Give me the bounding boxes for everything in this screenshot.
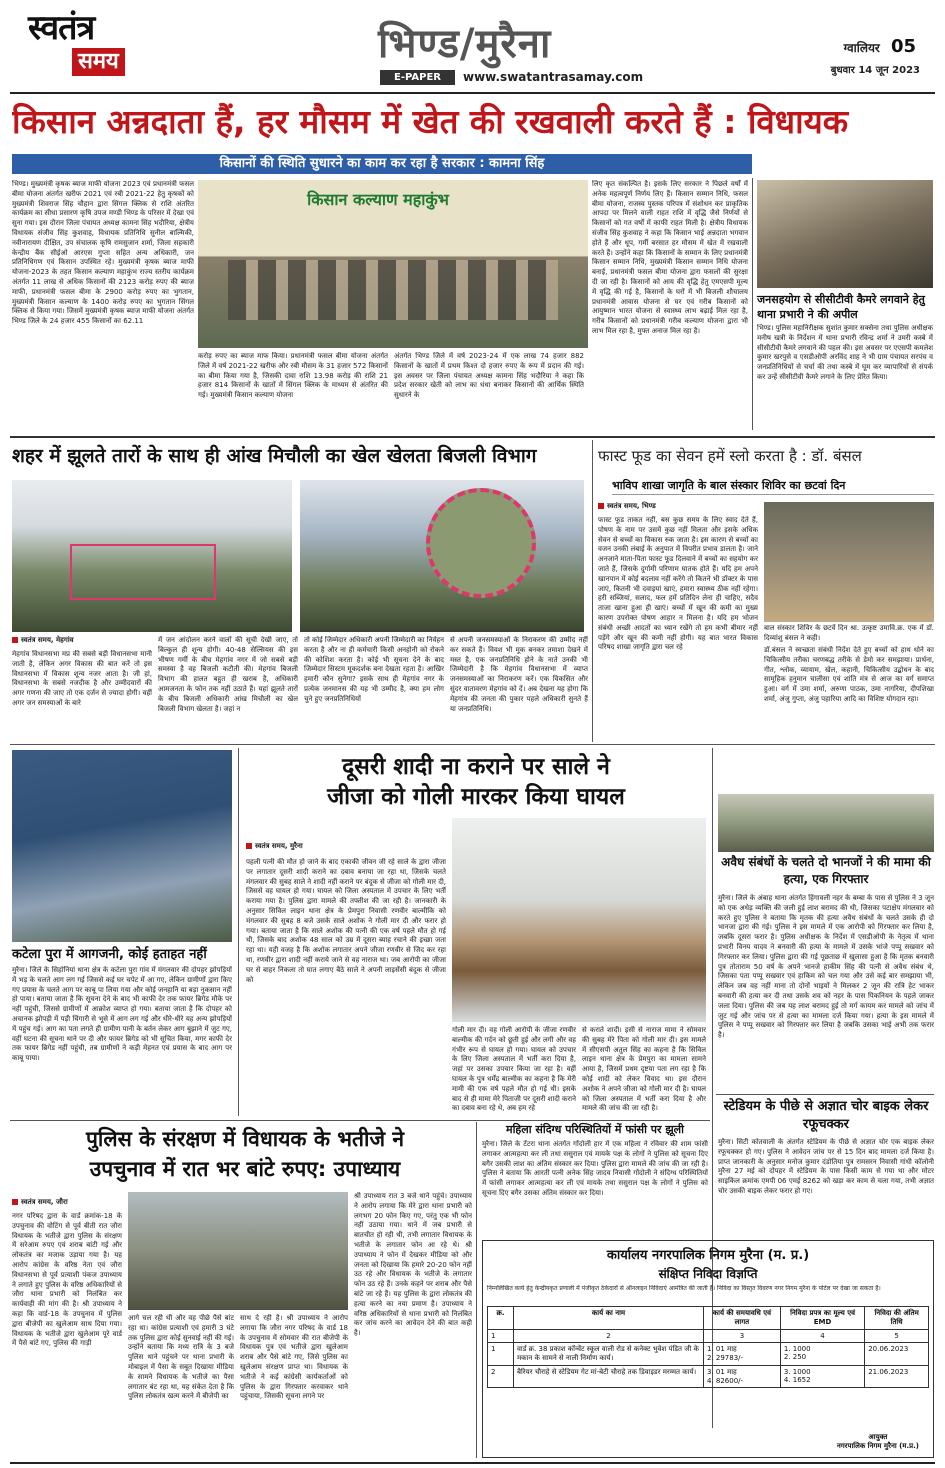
fastfood-byline-text: स्वतंत्र समय, भिण्ड	[607, 502, 656, 510]
fastfood-rule	[592, 440, 593, 742]
tender-col-number: 1	[488, 1330, 514, 1343]
electric-photo-2	[300, 480, 584, 632]
section-title: भिण्ड/मुरैना	[378, 21, 552, 67]
shooting-byline	[246, 842, 396, 851]
page-number: 05	[887, 36, 920, 57]
stadium-headline: स्टेडियम के पीछे से अज्ञात चोर बाइक लेकर रफूचक्कर	[723, 1099, 929, 1132]
stadium-text: मुरैना। सिटी कोतवाली के अंतर्गत स्टेडियम के पीछे से अज्ञात चोर एक बाइक लेकर रफूचक्कर हो गए। पुलिस ने आवेदन जांच पर से 15 दिन बाद मामला दर्ज किया है। प्राप्त जानकारी के अनुसार मनोज कुमार दंडोतिया पुत्र रामसरन निवासी गांधी कॉलोनी मुरैना 27 मई को दोपहर में स्टेडियम के पास किसी काम से गया था और मोटर साइकिल क्रमांक एमपी 06 एमई 8262 को खड़ा कर काम से चला गया, तभी अज्ञात चोर उसकी बाइक लेकर फरार हो गए।	[718, 1138, 934, 1195]
shooting-byline-text: स्वतंत्र समय, मुरैना	[255, 842, 303, 850]
lead-col1: भिण्ड। मुख्यमंत्री कृषक ब्याज माफी योजना 2023 एवं प्रधानमंत्री फसल बीमा योजना अंतर्गत खरीफ 2021 एवं रबी 2021-22 हेतु कृषकों को मुख्यमंत्री शिवराज सिंह चौहान द्वारा सिंगल क्लिक से राशि अंतरित कार्यक्रम का सीधा प्रसारण कृषि उपज मण्डी भिण्ड के परिसर में देखा एवं सुना गया। इस दौरान जिला पंचायत अध्यक्ष कामना सिंह भदौरिया, क्षेत्रीय विधायक संजीव सिंह कुशवाह, विधायक प्रतिनिधि सुनील बाल्मिकी, नवीनारायण दीक्षित, उप संचालक कृषि रामसुजान शर्मा, जिला सहकारी केन्द्रीय बैंक सीईओ आरएस गुप्ता सहित अन्य अधिकारी, जन प्रतिनिधिगण एवं किसान उपस्थित रहे। मुख्यमंत्री कृषक ब्याज माफी योजना-2023 के तहत किसान कल्याण महाकुंभ राज्य स्तरीय कार्यक्रम अंतर्गत 11 लाख से अधिक किसानों की 2123 करोड़ रुपए की ब्याज माफी, प्रधानमंत्री फसल बीमा के 2900 करोड़ रुपए का भुगतान, मुख्यमंत्री किसान कल्याण के 1400 करोड़ रुपए का भुगतान सिंगल क्लिक से किया गया। जिसमें मुख्यमंत्री कृषक ब्याज माफी योजना अंतर्गत भिण्ड जिले के 24 हजार 455 किसानों का 62.11	[12, 180, 194, 326]
masthead	[0, 0, 945, 92]
epaper-bar	[380, 68, 800, 86]
police-col4: श्री उपाध्याय रात 3 बजे थाने पहुंचे। उपाध्याय ने आरोप लगाया कि मेरे द्वारा थाना प्रभारी को लगभग 20 फोन किए गए, परंतु एक भी फोन नहीं उठाया गया। थाने में जब प्रभारी से बातचीत हो रही थी, तभी लगातार विधायक के भतीजे के लगातार फोन आ रहे थे। श्री उपाध्याय ने फोन में देखकर मीडिया को और जनता को दिखाया कि हमारे 20-20 फोन नहीं उठ रहे और विधायक के भतीजे के लगातार फोन उठ रहे हैं। उनके कहने पर शराब और पैसे बांटे जा रहे हैं। यह पुलिस के द्वारा लोकतंत्र की हत्या करने का नया प्रमाण है। उपाध्याय ने वरिष्ठ अधिकारियों से थाना प्रभारी को निलंबित कर जांच करने का आवेदन देने की बात कही है।	[354, 1192, 472, 1338]
tender-duration: 3. 01 माह	[707, 1368, 737, 1376]
shooting-col2: गोली मार दी। वह गोली आरोपी के जीजा रणवीर बाल्मीक की गर्दन को छूती हुई और लगी और वह गंभीर रूप से घायल हो गया। घायल को उपचार के लिए जिला अस्पताल में भर्ती करा दिया है, जहां पर उसका उपचार किया जा रहा है। वहीं घायल के पुत्र धर्मेंद्र बाल्मीक का कहना है कि मेरी मामी की एक वर्ष पहले मौत हो गई थी। इसके बाद से ही मामा मेरे पिताजी पर दूसरी शादी कराने का दबाव बना रहे थे, अब हम रहे	[452, 1026, 576, 1113]
uncle-photo	[718, 794, 934, 852]
tender-col-number: 2	[514, 1330, 704, 1343]
table-row	[488, 1366, 929, 1388]
electric-byline-text: स्वतंत्र समय, मेहगांव	[21, 636, 74, 644]
police-col1: नगर परिषद द्वारा के वार्ड क्रमांक-18 के उपचुनाव की वोटिंग से पूर्व बीती रात जौरा विधायक के भतीजे द्वारा पुलिस के संरक्षण में सरेआम रुपए एवं शराब बांटी गई और लोकतंत्र का मजाक उड़ाया गया है। यह आरोप कांग्रेस के वरिष्ठ नेता एवं जौरा विधानसभा से पूर्व प्रत्याशी पंकज उपाध्याय ने लगाते हुए पुलिस के वरिष्ठ अधिकारियों से जौरा थाना प्रभारी को निलंबित कर कार्यवाही की मांग की है। श्री उपाध्याय ने कहा कि वार्ड-18 के उपचुनाव में पुलिस द्वारा बीजेपी का खुलेआम साथ दिया गया। विधायक के भतीजे द्वारा खुलेआम पूरे वार्ड में पैसे बांटे गए, पुलिस की गाड़ी	[12, 1212, 122, 1348]
police-headline-1: पुलिस के संरक्षण में विधायक के भतीजे ने	[85, 1127, 404, 1151]
epaper-label: E-PAPER	[380, 70, 455, 85]
fastfood-byline	[598, 502, 758, 511]
footer-rule	[10, 1462, 935, 1464]
lead-side-rule	[752, 178, 753, 430]
tender-fee: 3. 1000	[783, 1368, 811, 1376]
tender-office: कार्यालय नगरपालिक निगम मुरैना (म. प्र.)	[606, 1248, 810, 1263]
tender-header-row	[488, 1307, 929, 1330]
date: बुधवार 14 जून 2023	[830, 65, 920, 76]
uncle-headline: अवैध संबंधों के चलते दो भानजों ने की मामा की हत्या, एक गिरफ्तार	[721, 855, 931, 886]
tender-duration-cost	[704, 1366, 781, 1388]
tender-signature	[837, 1433, 919, 1451]
tender-intro: निम्नलिखित कार्य हेतु केन्द्रीयकृत प्रणाली में पंजीकृत ठेकेदारों से ऑनलाइन निविदाएं आमंत्रित की जाती हैं। निविदा का विस्तृत विवरण नगर निगम मुरैना के पोर्टल पर देखा जा सकता है।	[487, 1285, 881, 1292]
fastfood-subhead: भाविप शाखा जागृति के बाल संस्कार शिविर का छटवां दिन	[612, 478, 934, 495]
city: ग्वालियर	[843, 41, 880, 55]
tender-header: कार्य का नाम	[514, 1307, 704, 1330]
fastfood-headline: फास्ट फूड का सेवन हमें स्लो करता है : डॉ. बंसल	[598, 447, 862, 465]
photo-people-icon	[228, 260, 558, 320]
electric-photo-1	[12, 480, 292, 632]
lower-rule	[10, 1120, 710, 1121]
tender-cost: 2. 29783/-	[707, 1354, 744, 1362]
police-photo	[128, 1192, 348, 1310]
woman-headline: महिला संदिग्ध परिस्थितियों में फांसी पर झूली	[506, 1123, 684, 1136]
tender-date: 21.06.2023	[865, 1366, 929, 1388]
signature-title: आयुक्त	[868, 1433, 888, 1441]
highlight-box	[70, 544, 216, 600]
shooting-photo	[452, 818, 706, 1022]
fastfood-text2: डॉ.बंसल ने स्वच्छता संबंधी निर्देश देते हुए बच्चों को हाथ धोने का चिकित्सीय तरीका चरणबद्ध तरीके से डेमो कर समझाया। प्रार्थना, गीत, श्लोक, व्यायाम, खेल, कहानी, चिकित्सीय उद्बोधन के बाद सामूहिक हनुमान चालीसा एवं शांति मंत्र से आज का वर्ग समाप्त हुआ। वर्ग में उमा शर्मा, अरुणा पाठक, उमा नागरिया, दीपशिखा शर्मा, अंजु गुप्ता, अंजु पहारिया आदि का विशिष्ट योगदान रहा।	[764, 646, 934, 703]
police-col3: साथ दे रही है। श्री उपाध्याय ने आरोप लगाया कि जौरा नगर परिषद के वार्ड 18 के उपचुनाव में सोमवार की रात बीजेपी के विधायक पुत्र एवं भतीजे द्वारा खुलेआम शराब और पैसे बांटे गए, जिसे पुलिस का खुलेआम संरक्षण प्राप्त था। विधायक के भतीजे ने कई कांग्रेसी कार्यकर्ताओं को पुलिस के द्वारा गिरफ्तार करवाकर थाने पहुंचाया, जिसकी सूचना लगने पर	[240, 1314, 348, 1401]
electric-headline: शहर में झूलते तारों के साथ ही आंख मिचौली का खेल खेलता बिजली विभाग	[12, 445, 537, 467]
tender-cost: 4. 82600/-	[707, 1377, 744, 1385]
fire-text: मुरैना। जिले के सिहोनियां थाना क्षेत्र के कटेला पुरा गांव में मंगलवार की दोपहर झोपड़ियों में भड़ के चलते आग लग गई जिससे कई घर चपेट में आ गए, लेकिन ग्रामीणों द्वारा किए गए प्रयास के चलते आग पर काबू पा लिया गया और कोई जनहानि या बड़ा नुकसान नहीं हो पाया। बताया जाता है कि सूचना देने के बाद भी काफी देर तक फायर ब्रिगेड मौके पर नहीं पहुंची, जिससे ग्रामीणों में आक्रोश व्याप्त हो गया। बताया जाता है कि दोपहर को अचानक झोपड़ी में पड़ी चिंगारी से भूसे में आग लग गई और धीरे-धीरे यह अन्य झोपड़ियों में पहुंच गई। आग का पता लगते ही ग्रामीण पानी के बर्तन लेकर आग बुझाने में जुट गए, वहीं घटना की सूचना थाने पर दी और फायर ब्रिगेड को भी सूचित किया, मगर काफी देर तक फायर ब्रिगेड नहीं पहुंची, तब ग्रामीणों ने कड़ी मेहनत एवं प्रयास के बाद आग पर काबू पाया।	[12, 966, 232, 1063]
tender-duration-cost	[704, 1343, 781, 1366]
tender-table	[487, 1306, 929, 1388]
lead-bottom-rule	[10, 436, 935, 438]
byline-marker-icon	[12, 1199, 18, 1205]
tender-emd: 4. 1652	[783, 1376, 811, 1384]
website[interactable]: www.swatantrasamay.com	[463, 70, 644, 84]
lead-col3: अंतर्गत भिण्ड जिले में वर्ष 2023-24 में एक लाख 74 हजार 882 किसानों के खातों में प्रथम किश्त दो हजार रुपए के रूप में प्रदान की गई। इस अवसर पर जिला पंचायत अध्यक्ष कामना सिंह भदौरिया ने कहा कि प्रदेश सरकार खेती को लाभ का धंधा बनाकर किसानों की आर्थिक स्थिति सुधारने के	[394, 352, 584, 400]
electric-byline	[12, 636, 162, 645]
tender-header: क्र.	[488, 1307, 514, 1330]
police-rule	[476, 1122, 477, 1458]
signature-org: नगरपालिक निगम मुरैना (म.प्र.)	[836, 1442, 919, 1450]
photo-banner: किसान कल्याण महाकुंभ	[307, 190, 449, 209]
tender-duration: 1. 01 माह	[707, 1345, 737, 1353]
fastfood-photo	[764, 502, 934, 622]
tender-header: निविदा की अंतिम तिथि	[865, 1307, 929, 1330]
byline-marker-icon	[246, 843, 252, 849]
fastfood-text: फास्ट फूड ताकत नहीं, बस कुछ समय के लिए स्वाद देते हैं, पोषण के नाम पर उसमें कुछ नहीं मिलता और इसके अधिक सेवन से बच्चों का विकास रुक जाता है। इस कारण से बच्चों का वजन उनकी लंबाई के अनुपात में विपरीत प्रभाव डालता है। जाने अनजाने माता-पिता फास्ट फूड दिलवाने में बच्चों का सहयोग कर जाते हैं, जिसके दुर्गामी परिणाम घातक होते हैं। यदि हम अपने खानपान में कोई बदलाव नहीं करेंगे तो कितने भी डॉक्टर के पास जाएं, कितनी भी दवाइयां खाएं, हमारा स्वास्थ्य ठीक नहीं रहेगा। हरी सब्जियां, सलाद, फल हमें प्रतिदिन लेना ही चाहिए, सदैव ताजा खाना हुआ ही खाएं। बच्चों में खून की कमी का मुख्य कारण उपरोक्त पोषण आहार न मिलना है। यदि हम भोजन संबंधी अच्छी आदतों का ध्यान रखेंगे तो हम कभी बीमार नहीं पड़ेंगे और खून की कमी नहीं होगी। यह बात भारत विकास परिषद शाखा जागृति द्वारा चल रहे	[598, 516, 758, 652]
mid-rule	[10, 744, 935, 745]
logo-bottom: समय	[72, 48, 125, 76]
electric-col4: से अपनी जनसमस्याओं के निराकरण की उम्मीद नहीं कर सकते हैं। विवश भी मूक बनकर तमाशा देखने में मस्त है, एक जनप्रतिनिधि होने के नाते उनकी भी जिम्मेदारी है कि मेहगांव विधानसभा में व्याप्त जनसमस्याओं का निराकरण करें। एक विकसित और सुंदर वातावरण मेहगांव को दें। अब देखना यह होगा कि मेहगांव की जनता की पुकार पहले अधिकारी सुनते हैं या जनप्रतिनिधि।	[450, 636, 588, 713]
fire-rule	[238, 748, 239, 1116]
tender-no: 1	[488, 1343, 514, 1366]
page-info	[790, 36, 920, 57]
tender-number-row	[488, 1330, 929, 1343]
shooting-col1: पहली पत्नी की मौत हो जाने के बाद एकाकी जीवन जी रहे साले के द्वारा जीजा पर लगातार दूसरी शादी कराने का दबाव बनाया जा रहा था, जिसके चलते मंगलवार की सुबह साले ने शादी नहीं कराने पर बंदूक से जीजा को गोली मार दी, जिससे वह घायल हो गया। घायल को जिला अस्पताल में उपचार के लिए भर्ती कराया गया है। पुलिस द्वारा मामले की तफ्तीश की जा रही है। जानकारी के अनुसार सिविल लाइन थाना क्षेत्र के प्रेमपुरा निवासी रणवीर बाल्मीकि को मंगलवार की सुबह 8 बजे उसके साले अशोक ने गोली मार दी और फरार हो गया। बताया जाता है कि साले अशोक की पत्नी की एक वर्ष पहले मौत हो गई थी, जिसके बाद अशोक 48 साल को उम्र में दूसरा ब्याह रचाने की इच्छा जता रहा था। यही वजह है कि अशोक लगातार अपने जीजा रणवीर से जिद कर रहा था, रणवीर द्वारा शादी नहीं कराये जाने से वह नाराज था। जब आरोपी का जीजा घर से बाहर निकला तो घात लगाए बैठे साले ने अपनी लाइसेंसी बंदूक से जीजा को	[246, 858, 446, 984]
masthead-rule	[10, 92, 935, 94]
lead-subhead: किसानों की स्थिति सुधारने का काम कर रहा है सरकार : कामना सिंह	[12, 154, 752, 174]
logo-top: स्वतंत्र	[28, 8, 95, 48]
lead-col4: लिए कृत संकल्पित है। इसके लिए सरकार ने पिछले वर्षों में अनेक महत्वपूर्ण निर्णय लिए हैं। किसान सम्मान निधि, फसल बीमा योजना, राजस्व पुस्तक परिपत्र में संशोधन कर प्राकृतिक आपदा पर मिलने वाली राहत राशि में वृद्धि जैसे निर्णयों से किसानों को गत वर्षों में काफी राहत मिली है। क्षेत्रीय विधायक संजीव सिंह कुशवाह ने कहा कि किसान भाई अन्नदाता भगवान होते हैं और धूप, गर्मी बरसात हर मौसम में खेत में रखवाली करते हैं। उन्होंने कहा कि किसानों के सम्मान के लिए प्रधानमंत्री किसान सम्मान निधि, मुख्यमंत्री किसान सम्मान निधि योजना बनाई, प्रधानमंत्री फसल बीमा योजना द्वारा फसलों की सुरक्षा दी जा रही है। किसानों को आय की वृद्धि हेतु एमएसपी मूल्य में वृद्धि की गई है, किसानों के घरों में भी बिजली शौचालय प्रधानमंत्री आवास योजना से घर एवं गरीब किसानों को आयुष्मान भारत योजना से स्वास्थ्य लाभ बढ़ाई मिल रहा है, गरीब किसानों को प्रधानमंत्री गरीब कल्याण योजना द्वारा भी लाभ मिल रहा है, मुफ्त अनाज मिल रहा है।	[592, 180, 748, 335]
tender-fee-emd	[780, 1366, 864, 1388]
tender-no: 2	[488, 1366, 514, 1388]
fire-headline: कटेला पुरा में आगजनी, कोई हताहत नहीं	[12, 947, 207, 962]
tender-col-number: 5	[865, 1330, 929, 1343]
tender-emd: 2. 250	[783, 1353, 807, 1361]
police-byline-text: स्वतंत्र समय, जौरा	[21, 1198, 68, 1206]
tender-header: कार्य की समयावधि एवं लागत	[704, 1307, 781, 1330]
woman-text: मुरैना। जिले के टेंटरा थाना अंतर्गत गोंदोली हार में एक महिला ने रविवार की शाम फांसी लगाकर आत्महत्या कर ली तथा ससुराल एवं मायके पक्ष के लोगों ने पुलिस को सूचना दिए बगैर उसकी लाश का अंतिम संस्कार कर दिया। पुलिस द्वारा मामले की जांच की जा रही है। पुलिस ने बताया कि आरती पत्नी अनेक सिंह जादव निवासी गोंदोली ने संदिग्ध परिस्थितियों में फांसी लगाकर आत्महत्या कर ली एवं मायके तथा ससुराल पक्ष के लोगों ने पुलिस को सूचना दिए बगैर उसका अंतिम संस्कार कर दिया।	[482, 1140, 708, 1197]
fastfood-photo-caption: बाल संस्कार शिविर के छटवें दिन श्रा. उत्कृष्ट उमावि.क्र. एक में डॉ. दिव्यांशु बंसल ने कही।	[764, 624, 934, 642]
table-row	[488, 1343, 929, 1366]
electric-col2: में जन आंदोलन करने वालों की सूची देखी जाए, तो बिल्कुल ही शून्य होगी। 40-48 सेल्सियस की इस भीषण गर्मी के बीच मेहगांव नगर में जो सबसे बड़ी समस्या है वह बिजली कटौती की। मेहगांव बिजली विभाग की हालत बहुत ही खराब है, अधिकारी आमजनता के फोन तक नहीं उठाते हैं। यहां झूलते तारों के बीच बिजली अधिकारी आंख मिचौली का खेल बिजली विभाग खेलता है। जहां न	[158, 636, 298, 713]
tender-date: 20.06.2023	[865, 1343, 929, 1366]
tender-title: संक्षिप्त निविदा विज्ञप्ति	[658, 1267, 758, 1281]
police-col2: आगे चल रही थी और वह पीछे पैसे बांट रहा था। कांग्रेस प्रत्याशी एवं हमारी 3 घंटे तक पुलिस द्वारा कोई सुनवाई नहीं की गई। उन्होंने बताया कि मध्य रात्रि के 3 बजे पुलिस थाने पहुंचने पर थाना प्रभारी के मोबाइल में पैसा के सबूत दिखाया मीडिया के सामने विधायक के भतीजे का पैसा लगातार बंट रहा था, यह संकेत देता है कि पुलिस लोकतंत्र खत्म करने में बीजेपी का	[128, 1314, 234, 1401]
byline-marker-icon	[598, 503, 604, 509]
lead-photo	[198, 180, 588, 348]
side-text: भिण्ड। पुलिस महानिरीक्षक सुशांत कुमार सक्सेना तथा पुलिस अधीक्षक मनीष खत्री के निर्देशन में थाना प्रभारी रविन्द्र शर्मा ने उमरी कस्बे में सीसीटीवी कैमरे लगवाने की पहल की। इस अवसर पर एएसपी कमलेश कुमार खरपुसे व एसडीओपी अरविंद शाह ने भी ग्राम पंचायत सरपंच व जनप्रतिनिधियों से चर्चा की तथा कस्बे में घूम कर व्यापारियों से संपर्क कर उन्हें सीसीटीवी कैमरे लगाने के लिए प्रेरित किया।	[757, 324, 933, 381]
side-caption: जनसहयोग से सीसीटीवी कैमरे लगवाने हेतु थाना प्रभारी ने की अपील	[757, 293, 925, 321]
uncle-text: मुरैना। जिले के अंबाह थाना अंतर्गत हिंगावली नहर के बम्बा के पास से पुलिस ने 3 जून को एक अधेड़ व्यक्ति की जली हुई लाश बरामद की थी, जिसका पटाक्षेप मंगलवार को करते हुए पुलिस ने बताया कि मृतक की हत्या अवैध संबंधों के चलते उसके ही दो भानजा द्वारा की गई। पुलिस ने इस मामले में एक आरोपी को गिरफ्तार कर लिया है, जबकि दूसरा फरार है। पुलिस अधीक्षक के निर्देश में एसडीओपी के नेतृत्व में थाना प्रभारी विनय यादव ने बनवारी की हत्या के मामले में उसके भांजे पप्पू सखवार को गिरफ्तार कर लिया। पुलिस द्वारा की गई पूछताछ में खुलासा हुआ है कि मृतक बनवारी पुत्र तोताराम 50 वर्ष के अपने भानजे हाकीम सिंह की पत्नी से अवैध संबंध थे, जिसका पता पप्पू सखवार एवं हाकिम को चल गया और उसे कई बार समझाया भी, लेकिन जब वह नहीं माना तो दोनों भाइयों ने मिलकर 2 जून की रात्रि हेट भाकर बनवारी की हत्या कर दी तथा उसके शव को नहर के पास पिकनियन के पहले जाकर जला दिया। पुलिस की जब यह लाश बरामद हुई तो मर्ग कायम कर मामले को जांच में जुट गई और जांच पर से हत्या का मामला दर्ज किया गया। हत्या के इस मामले में पुलिस ने पप्पू सखवार को गिरफ्तार कर लिया है जबकि उसका भाई अभी तक फरार है।	[718, 894, 934, 1040]
shooting-headline-1: दूसरी शादी ना कराने पर साले ने	[342, 754, 610, 780]
tender-fee-emd	[780, 1343, 864, 1366]
tender-notice	[482, 1240, 934, 1458]
inset-circle-photo	[426, 488, 536, 598]
electric-col3: तो कोई जिम्मेदार अधिकारी अपनी जिम्मेदारी का निर्वहन करता है और ना ही कर्मचारी किसी अनहोनी को रोकने की कोशिश करता है। कोई भी सूचना देने के बाद जिम्मेदार सिस्टम मूकदर्शक बना देखता रहता है। आखिर हमारी कौन सुनेगा? इसके साथ ही मेहगांव नगर के प्रत्येक जनमानस की यह भी उम्मीद है, क्या हम लोग चुने हुए जनप्रतिनिधियों	[304, 636, 444, 703]
uncle-rule	[716, 1094, 934, 1095]
tender-col-number: 3	[704, 1330, 781, 1343]
byline-marker-icon	[12, 637, 18, 643]
fire-photo	[12, 750, 232, 942]
lead-headline: किसान अन्नदाता हैं, हर मौसम में खेत की रखवाली करते हैं : विधायक	[12, 102, 849, 141]
tender-header: निविदा प्रपत्र का मूल्य एवं EMD	[780, 1307, 864, 1330]
shooting-col3: से कराते शादी। इसी से नाराज मामा ने सोमवार की सुबह मेरे पिता को गोली मार दी। इस मामले में सीएसपी अतुल सिंह का कहना है कि सिविल लाइन थाना क्षेत्र के प्रेमपुरा का मामला सामने आया है, जिसमें प्रथम दृष्टया पता लग रहा है कि कोई शादी को लेकर विवाद था। इस दौरान अशोक ने अपने जीजा को गोली मार दी है। घायल को जिला अस्पताल में भर्ती करा दिया है और मामले की जांच की जा रही है।	[582, 1026, 706, 1113]
tender-work-name: वार्ड क्र. 38 प्रकाश कॉन्वेंट स्कूल वाली रोड से कनेक्ट भुवेश पंडित जी के मकान के सामने से नाली निर्माण कार्य।	[514, 1343, 704, 1366]
police-headline-2: उपचुनाव में रात भर बांटे रुपए: उपाध्याय	[89, 1157, 401, 1181]
side-photo	[757, 180, 933, 288]
tender-col-number: 4	[780, 1330, 864, 1343]
shooting-headline-2: जीजा को गोली मारकर किया घायल	[327, 784, 625, 810]
electric-col1: मेहगांव विधानसभा मप्र की सबसे बड़ी विधानसभा मानी जाती है, लेकिन अगर विकास की बात करें तो इस विधानसभा में विकास शून्य नजर आता है। जी हां, विधानसभा के सबसे नजदीक है और उम्मीदवारों की अगर गणना की जाए तो एक दर्जन से ज्यादा होगी। वहीं अगर जन समस्याओं के बारे	[12, 650, 152, 707]
tender-work-name: बैरियर चौराहे से स्टेडियम गेट मां-बेटी चौराहे तक डिवाइडर मरम्मत कार्य।	[514, 1366, 704, 1388]
lead-col2: करोड़ रुपए का ब्याज माफ किया। प्रधानमंत्री फसल बीमा योजना अंतर्गत जिले में वर्ष 2021-22 खरीफ और रबी मौसम के 31 हजार 572 किसानों का बीमा किया गया है, जिसकी दावा राशि 13.98 करोड़ की राशि 21 हजार 814 किसानों के खातों में सिंगल क्लिक के माध्यम से अंतरित की गई। मुख्यमंत्री किसान कल्याण योजना	[198, 352, 388, 400]
tender-fee: 1. 1000	[783, 1345, 811, 1353]
logo[interactable]	[28, 8, 158, 86]
